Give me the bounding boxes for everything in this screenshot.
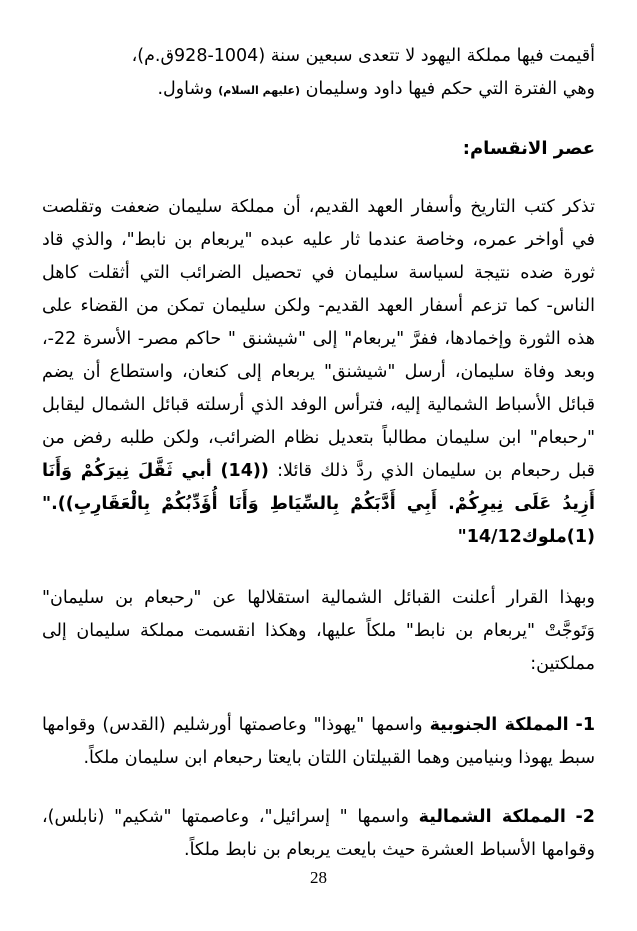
kingdom-north (42, 801, 595, 867)
intro-paragraph (42, 40, 595, 107)
section-heading: عصر الانقسام: (462, 138, 595, 159)
kingdom-name: المملكة الشمالية (418, 807, 566, 827)
intro-line-1: أقيمت فيها مملكة اليهود لا تتعدى سبعين سنة (1004-928ق.م)، (131, 46, 595, 66)
page-body (42, 40, 595, 867)
history-paragraph (42, 191, 595, 554)
kingdom-south (42, 709, 595, 775)
split-paragraph: وبهذا القرار أعلنت القبائل الشمالية استقلالها عن "رحبعام بن سليمان" وَتَوجَّتْ "يربعام بن نابط" ملكاً عليها، وهكذا انقسمت مملكة سليمان إلى مملكتين: (42, 588, 595, 674)
intro-line-2b: وشاول. (157, 79, 213, 99)
kingdom-name: المملكة الجنوبية (429, 715, 569, 735)
kingdom-description: واسمها "يهوذا" وعاصمتها أورشليم (القدس) وقوامها سبط يهوذا وبنيامين وهما القبيلتان اللتان بايعتا رحبعام ابن سليمان ملكاً. (42, 715, 595, 768)
kingdom-number: 1- (575, 715, 595, 735)
biblical-quote: ((14) أبي ثَقَّلَ نِيرَكُمْ وَأَنَا أَزِيدُ عَلَى نِيرِكُمْ. أَبِي أَدَّبَكُمْ بِالسِّيَاطِ وَأَنَا أُؤَدِّبُكُمْ بِالْعَقَارِبِ))."(1)ملوك14/12" (42, 461, 595, 547)
history-text: تذكر كتب التاريخ وأسفار العهد القديم، أن مملكة سليمان ضعفت وتقلصت في أواخر عمره، وخاصة عندما ثار عليه عبده "يربعام بن نابط"، والذي قاد ثورة ضده نتيجة لسياسة سليمان في تحصيل الضرائب التي أثقلت كاهل الناس- كما تزعم أسفار العهد القديم- ولكن سليمان تمكن من القضاء على هذه الثورة وإخمادها، ففرَّ "يربعام" إلى "شيشنق " حاكم مصر- الأسرة 22-، وبعد وفاة سليمان، أرسل "شيشنق" يربعام إلى كنعان، واستطاع أن يضم قبائل الأسباط الشمالية إليه، فترأس الوفد الذي أرسلته قبائل الشمال ليقابل "رحبعام" ابن سليمان مطالباً بتعديل نظام الضرائب، ولكن طلبه رفض من قبل رحبعام بن سليمان الذي ردَّ ذلك قائلا: (42, 197, 595, 481)
peace-be-upon-them: (عليهم السلام) (218, 84, 300, 97)
page-number: 28 (310, 868, 327, 887)
intro-line-2a: وهي الفترة التي حكم فيها داود وسليمان (305, 79, 595, 99)
kingdom-number: 2- (575, 807, 595, 827)
kingdom-description: واسمها " إسرائيل"، وعاصمتها "شكيم" (نابلس)، وقوامها الأسباط العشرة حيث بايعت يربعام بن نابط ملكاً. (42, 807, 595, 860)
